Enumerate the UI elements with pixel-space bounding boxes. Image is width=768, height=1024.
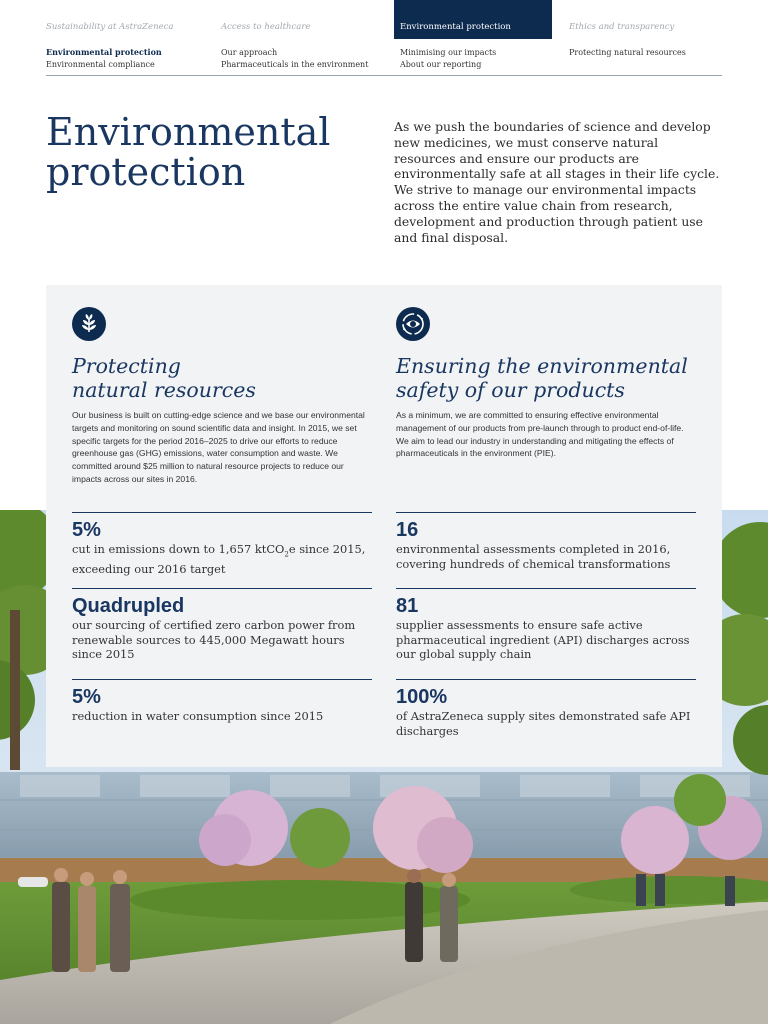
nav-section-access[interactable] xyxy=(221,0,373,70)
stat-value: 100% xyxy=(396,686,448,708)
nav-link-environmental-compliance[interactable]: Environmental compliance xyxy=(46,59,155,69)
stat-value: 5% xyxy=(72,519,101,541)
content-panel xyxy=(46,285,722,767)
nav-section-label-active[interactable]: Environmental protection xyxy=(394,0,552,39)
stat-value: 81 xyxy=(396,595,419,617)
nav-section-ethics[interactable] xyxy=(569,0,721,59)
column-title xyxy=(396,354,688,402)
section-navigation xyxy=(46,0,722,76)
stat-description: cut in emissions down to 1,657 ktCO$_2$e since 2015, exceeding our 2016 target xyxy=(72,542,366,576)
column-title-line1: Ensuring the environmental xyxy=(396,354,688,378)
stat-supplier xyxy=(396,588,696,662)
recycle-eye-icon xyxy=(396,307,430,341)
stat-value: 5% xyxy=(72,686,101,708)
intro-paragraph: As we push the boundaries of science and develop new medicines, we must conserve natural resources and ensure our products are environmentally safe at all stages in their life cycle. We strive to manage our environmental impacts across the entire value chain from research, development and production through patient use and final disposal. xyxy=(394,119,720,245)
stat-renewable xyxy=(72,588,372,662)
stat-emissions xyxy=(72,512,372,576)
nav-section-label[interactable]: Ethics and transparency xyxy=(569,22,675,32)
leaf-icon xyxy=(72,307,106,341)
stat-description: reduction in water consumption since 2015 xyxy=(72,709,324,723)
column-title-line2: natural resources xyxy=(72,378,256,402)
page-title-line2: protection xyxy=(46,150,246,194)
nav-link-minimising[interactable]: Minimising our impacts xyxy=(400,48,497,57)
stat-supply-sites xyxy=(396,679,696,738)
nav-link-pharmaceuticals[interactable]: Pharmaceuticals in the environment xyxy=(221,59,369,69)
stat-assessments xyxy=(396,512,696,571)
nav-section-label[interactable]: Access to healthcare xyxy=(221,22,311,32)
column-body: Our business is built on cutting-edge science and we base our environmental targets and monitoring on sound scientific data and insight. In 2015, we set specific targets for the period 2016–2025 to drive our efforts to reduce greenhouse gas (GHG) emissions, water consumption and waste. We committed around $25 million to natural resource projects to reduce our impacts across our sites in 2016. xyxy=(72,410,365,484)
stat-water xyxy=(72,679,372,724)
column-title xyxy=(72,354,256,402)
stat-value: 16 xyxy=(396,519,419,541)
page-title-line1: Environmental xyxy=(46,110,331,154)
stat-description: our sourcing of certified zero carbon power from renewable sources to 445,000 Megawatt hours since 2015 xyxy=(72,618,356,661)
nav-section-label[interactable]: Sustainability at AstraZeneca xyxy=(46,22,174,32)
page-title xyxy=(46,112,366,192)
stat-description: supplier assessments to ensure safe active pharmaceutical ingredient (API) discharges across our global supply chain xyxy=(396,618,690,661)
column-title-line1: Protecting xyxy=(72,354,181,378)
stat-description: environmental assessments completed in 2016, covering hundreds of chemical transformations xyxy=(396,542,671,571)
stat-description: of AstraZeneca supply sites demonstrated safe API discharges xyxy=(396,709,691,738)
column-title-line2: safety of our products xyxy=(396,378,625,402)
nav-section-environmental[interactable] xyxy=(400,0,552,70)
nav-link-environmental-protection[interactable]: Environmental protection xyxy=(46,47,162,57)
stat-value: Quadrupled xyxy=(72,595,185,617)
nav-link-protecting-resources[interactable]: Protecting natural resources xyxy=(569,48,686,57)
nav-link-about-reporting[interactable]: About our reporting xyxy=(400,59,482,69)
nav-section-sustainability[interactable] xyxy=(46,0,198,70)
column-body: As a minimum, we are committed to ensuring effective environmental management of our products from pre-launch through to product end-of-life. We aim to lead our industry in understanding and mitigating the effects of pharmaceuticals in the environment (PIE). xyxy=(396,410,684,459)
nav-link-our-approach[interactable]: Our approach xyxy=(221,48,278,57)
